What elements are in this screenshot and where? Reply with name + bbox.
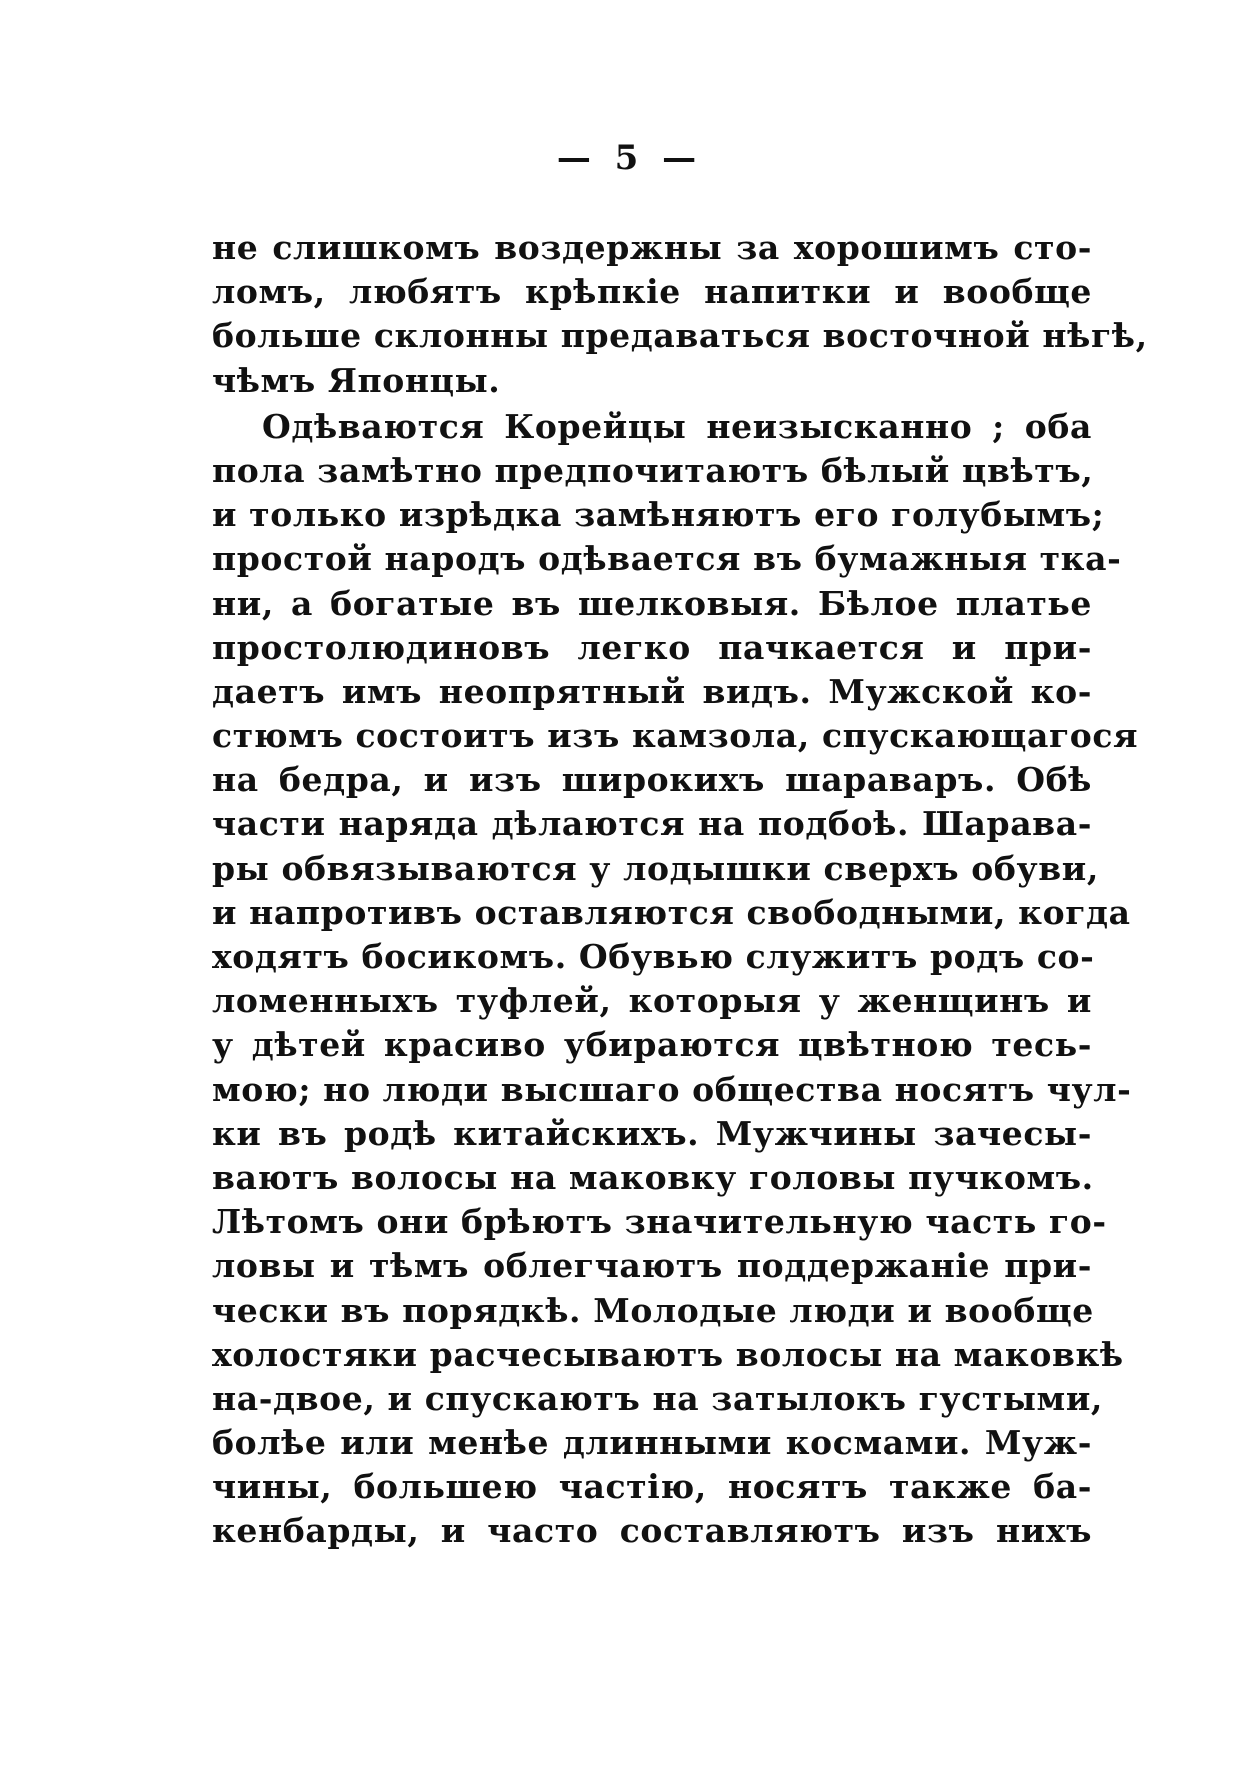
text-line: и только изрѣдка замѣняютъ его голубымъ; [212,495,1105,535]
text-line: Лѣтомъ они брѣютъ значительную часть го- [212,1202,1107,1242]
page-number: — 5 — [556,138,703,178]
text-line: на-двое, и спускаютъ на затылокъ густыми, [212,1378,1103,1418]
text-line: ваютъ волосы на маковку головы пучкомъ. [212,1157,1094,1197]
text-line: больше склонны предаваться восточной нѣгѣ, [212,316,1148,356]
text-line: даетъ имъ неопрятный видъ. Мужской ко- [212,671,1092,711]
text-line: и напротивъ оставляются свободными, когда [212,892,1131,932]
text-line: пола замѣтно предпочитаютъ бѣлый цвѣтъ, [212,450,1094,490]
text-line: ломъ, любятъ крѣпкіе напитки и вообще [212,272,1092,312]
text-line: мою; но люди высшаго общества носятъ чул- [212,1069,1132,1109]
text-line: кенбарды, и часто составляютъ изъ нихъ [212,1511,1092,1551]
paragraph [212,226,1148,403]
text-line: ки въ родѣ китайскихъ. Мужчины зачесы- [212,1113,1092,1153]
text-line: холостяки расчесываютъ волосы на маковкѣ [212,1334,1124,1374]
text-line: ры обвязываются у лодышки сверхъ обуви, [212,848,1099,888]
text-line: на бедра, и изъ широкихъ шараваръ. Обѣ [212,760,1092,800]
text-line: чины, большею частію, носятъ также ба- [212,1467,1092,1507]
text-line: ловы и тѣмъ облегчаютъ поддержаніе при- [212,1246,1092,1286]
text-line: простолюдиновъ легко пачкается и при- [212,627,1092,667]
text-line: простой народъ одѣвается въ бумажныя тка- [212,539,1122,579]
text-line: ходятъ босикомъ. Обувью служитъ родъ со- [212,937,1095,976]
text-line: чѣмъ Японцы. [212,360,501,400]
text-line: стюмъ состоитъ изъ камзола, спускающагося [212,716,1139,756]
text-line: чески въ порядкѣ. Молодые люди и вообще [212,1290,1094,1330]
text-line: Одѣваются Корейцы неизысканно ; оба [262,406,1092,446]
text-line: части наряда дѣлаются на подбоѣ. Шарава- [212,804,1092,844]
body-text [212,226,1148,1554]
text-line: болѣе или менѣе длинными космами. Муж- [212,1423,1092,1463]
text-line: у дѣтей красиво убираются цвѣтною тесь- [212,1025,1092,1065]
text-line: ни, а богатые въ шелковыя. Бѣлое платье [212,583,1092,623]
paragraph [212,405,1139,1554]
text-line: не слишкомъ воздержны за хорошимъ сто- [212,228,1092,267]
text-line: ломенныхъ туфлей, которыя у женщинъ и [212,981,1092,1021]
